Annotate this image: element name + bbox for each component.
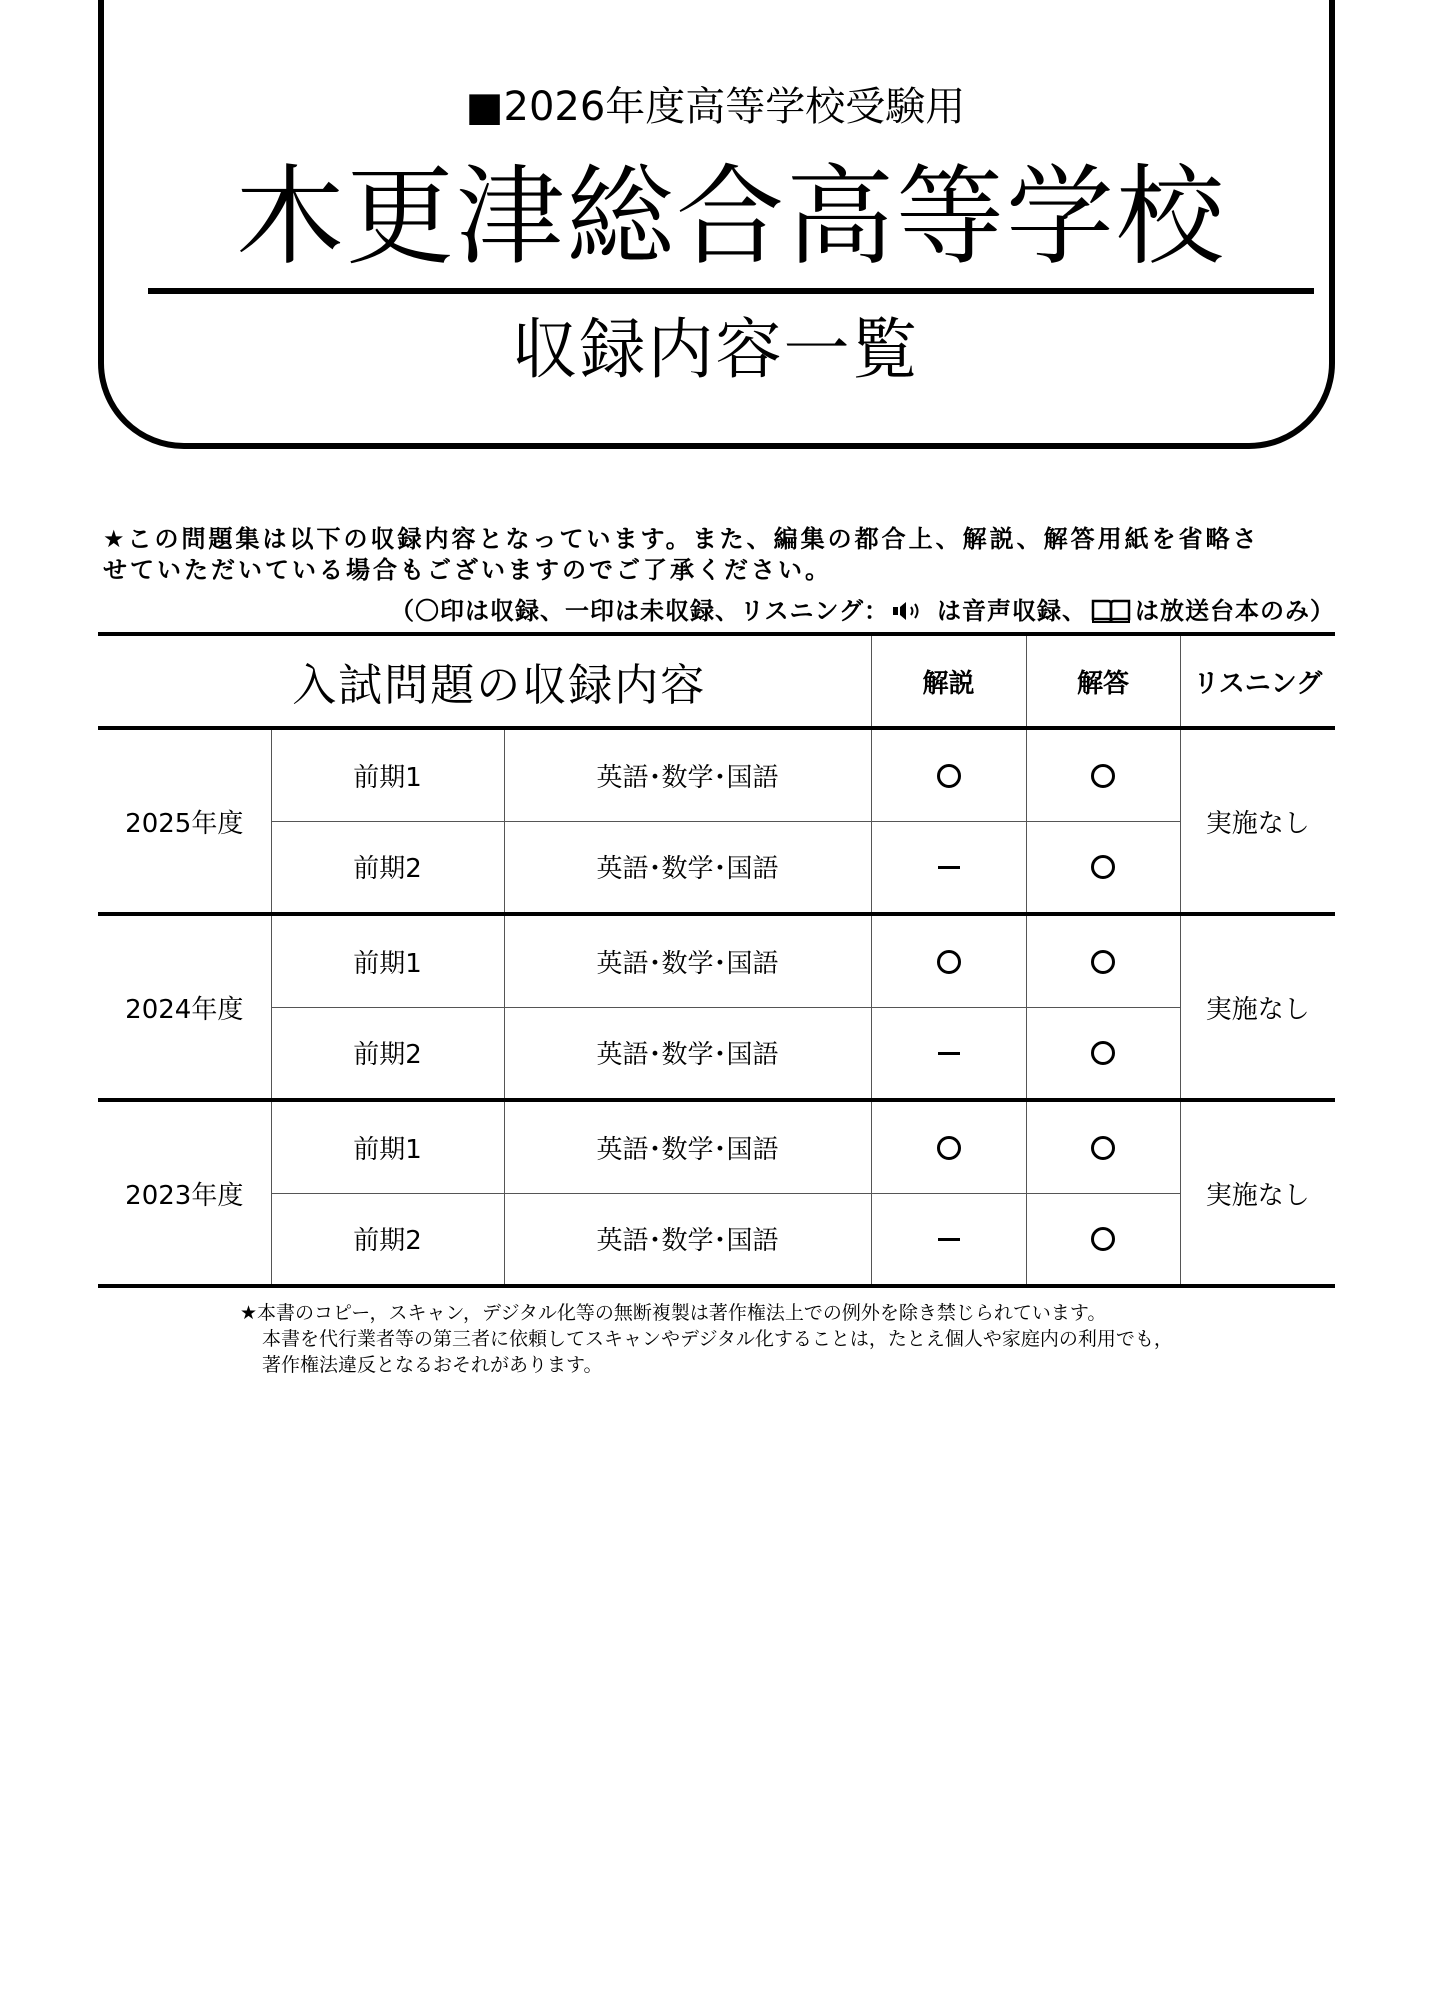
legend-audio-text: は音声収録、 xyxy=(937,597,1087,625)
notice-line-2: せていただいている場合もございますのでご了承ください。 xyxy=(103,556,832,584)
explanation-cell xyxy=(871,914,1026,1007)
book-icon xyxy=(1091,598,1131,624)
subjects-cell: 英語･数学･国語 xyxy=(504,1193,871,1286)
table-row xyxy=(98,728,1335,821)
table-header-row xyxy=(98,634,1335,728)
included-mark xyxy=(1091,1227,1115,1251)
subjects-cell: 英語･数学･国語 xyxy=(504,1007,871,1100)
answers-cell xyxy=(1026,821,1180,914)
notice-text xyxy=(103,524,1343,586)
answers-cell xyxy=(1026,914,1180,1007)
legend xyxy=(390,596,1335,626)
answers-cell xyxy=(1026,728,1180,821)
subjects-cell: 英語･数学･国語 xyxy=(504,1100,871,1193)
listening-cell: 実施なし xyxy=(1180,728,1335,914)
table-row xyxy=(98,1100,1335,1193)
included-mark xyxy=(1091,855,1115,879)
session-cell: 前期2 xyxy=(271,821,504,914)
included-mark xyxy=(937,764,961,788)
subjects-cell: 英語･数学･国語 xyxy=(504,728,871,821)
included-mark xyxy=(937,1136,961,1160)
contents-table-wrapper xyxy=(98,632,1335,1288)
copyright-notice xyxy=(240,1300,1173,1378)
session-cell: 前期1 xyxy=(271,728,504,821)
header-exam-contents: 入試問題の収録内容 xyxy=(98,634,871,728)
notice-line-1: ★この問題集は以下の収録内容となっています。また、編集の都合上、解説、解答用紙を省略さ xyxy=(103,525,1260,553)
copyright-line-1: ★本書のコピー，スキャン，デジタル化等の無断複製は著作権法上での例外を除き禁じられています。 xyxy=(240,1302,1107,1324)
legend-book-text: は放送台本のみ） xyxy=(1135,597,1335,625)
copyright-line-2: 本書を代行業者等の第三者に依頼してスキャンやデジタル化することは，たとえ個人や家庭内の利用でも， xyxy=(262,1328,1173,1350)
answers-cell xyxy=(1026,1007,1180,1100)
subjects-cell: 英語･数学･国語 xyxy=(504,914,871,1007)
not-included-mark xyxy=(938,1052,960,1055)
explanation-cell xyxy=(871,1100,1026,1193)
included-mark xyxy=(1091,764,1115,788)
legend-prefix: （〇印は収録、一印は未収録、リスニング： xyxy=(389,597,889,625)
session-cell: 前期2 xyxy=(271,1007,504,1100)
session-cell: 前期1 xyxy=(271,914,504,1007)
header-listening: リスニング xyxy=(1180,634,1335,728)
school-name-title: 木更津総合高等学校 xyxy=(235,155,1226,280)
exam-year-subtitle: ■2026年度高等学校受験用 xyxy=(465,84,966,130)
explanation-cell xyxy=(871,821,1026,914)
included-mark xyxy=(1091,950,1115,974)
speaker-icon xyxy=(893,600,933,622)
answers-cell xyxy=(1026,1193,1180,1286)
session-cell: 前期1 xyxy=(271,1100,504,1193)
title-underline xyxy=(148,288,1314,294)
session-cell: 前期2 xyxy=(271,1193,504,1286)
table-row xyxy=(98,914,1335,1007)
not-included-mark xyxy=(938,1238,960,1241)
included-mark xyxy=(937,950,961,974)
table-row xyxy=(98,821,1335,914)
answers-cell xyxy=(1026,1100,1180,1193)
year-cell: 2024年度 xyxy=(98,914,271,1100)
year-cell: 2023年度 xyxy=(98,1100,271,1286)
included-mark xyxy=(1091,1041,1115,1065)
not-included-mark xyxy=(938,866,960,869)
table-row xyxy=(98,1007,1335,1100)
listening-cell: 実施なし xyxy=(1180,1100,1335,1286)
listening-cell: 実施なし xyxy=(1180,914,1335,1100)
table-row xyxy=(98,1193,1335,1286)
explanation-cell xyxy=(871,1007,1026,1100)
explanation-cell xyxy=(871,728,1026,821)
contents-list-heading: 収録内容一覧 xyxy=(511,311,920,388)
header-answers: 解答 xyxy=(1026,634,1180,728)
subjects-cell: 英語･数学･国語 xyxy=(504,821,871,914)
header-explanation: 解説 xyxy=(871,634,1026,728)
year-cell: 2025年度 xyxy=(98,728,271,914)
contents-table xyxy=(98,632,1335,1288)
copyright-line-3: 著作権法違反となるおそれがあります。 xyxy=(262,1354,603,1376)
explanation-cell xyxy=(871,1193,1026,1286)
included-mark xyxy=(1091,1136,1115,1160)
